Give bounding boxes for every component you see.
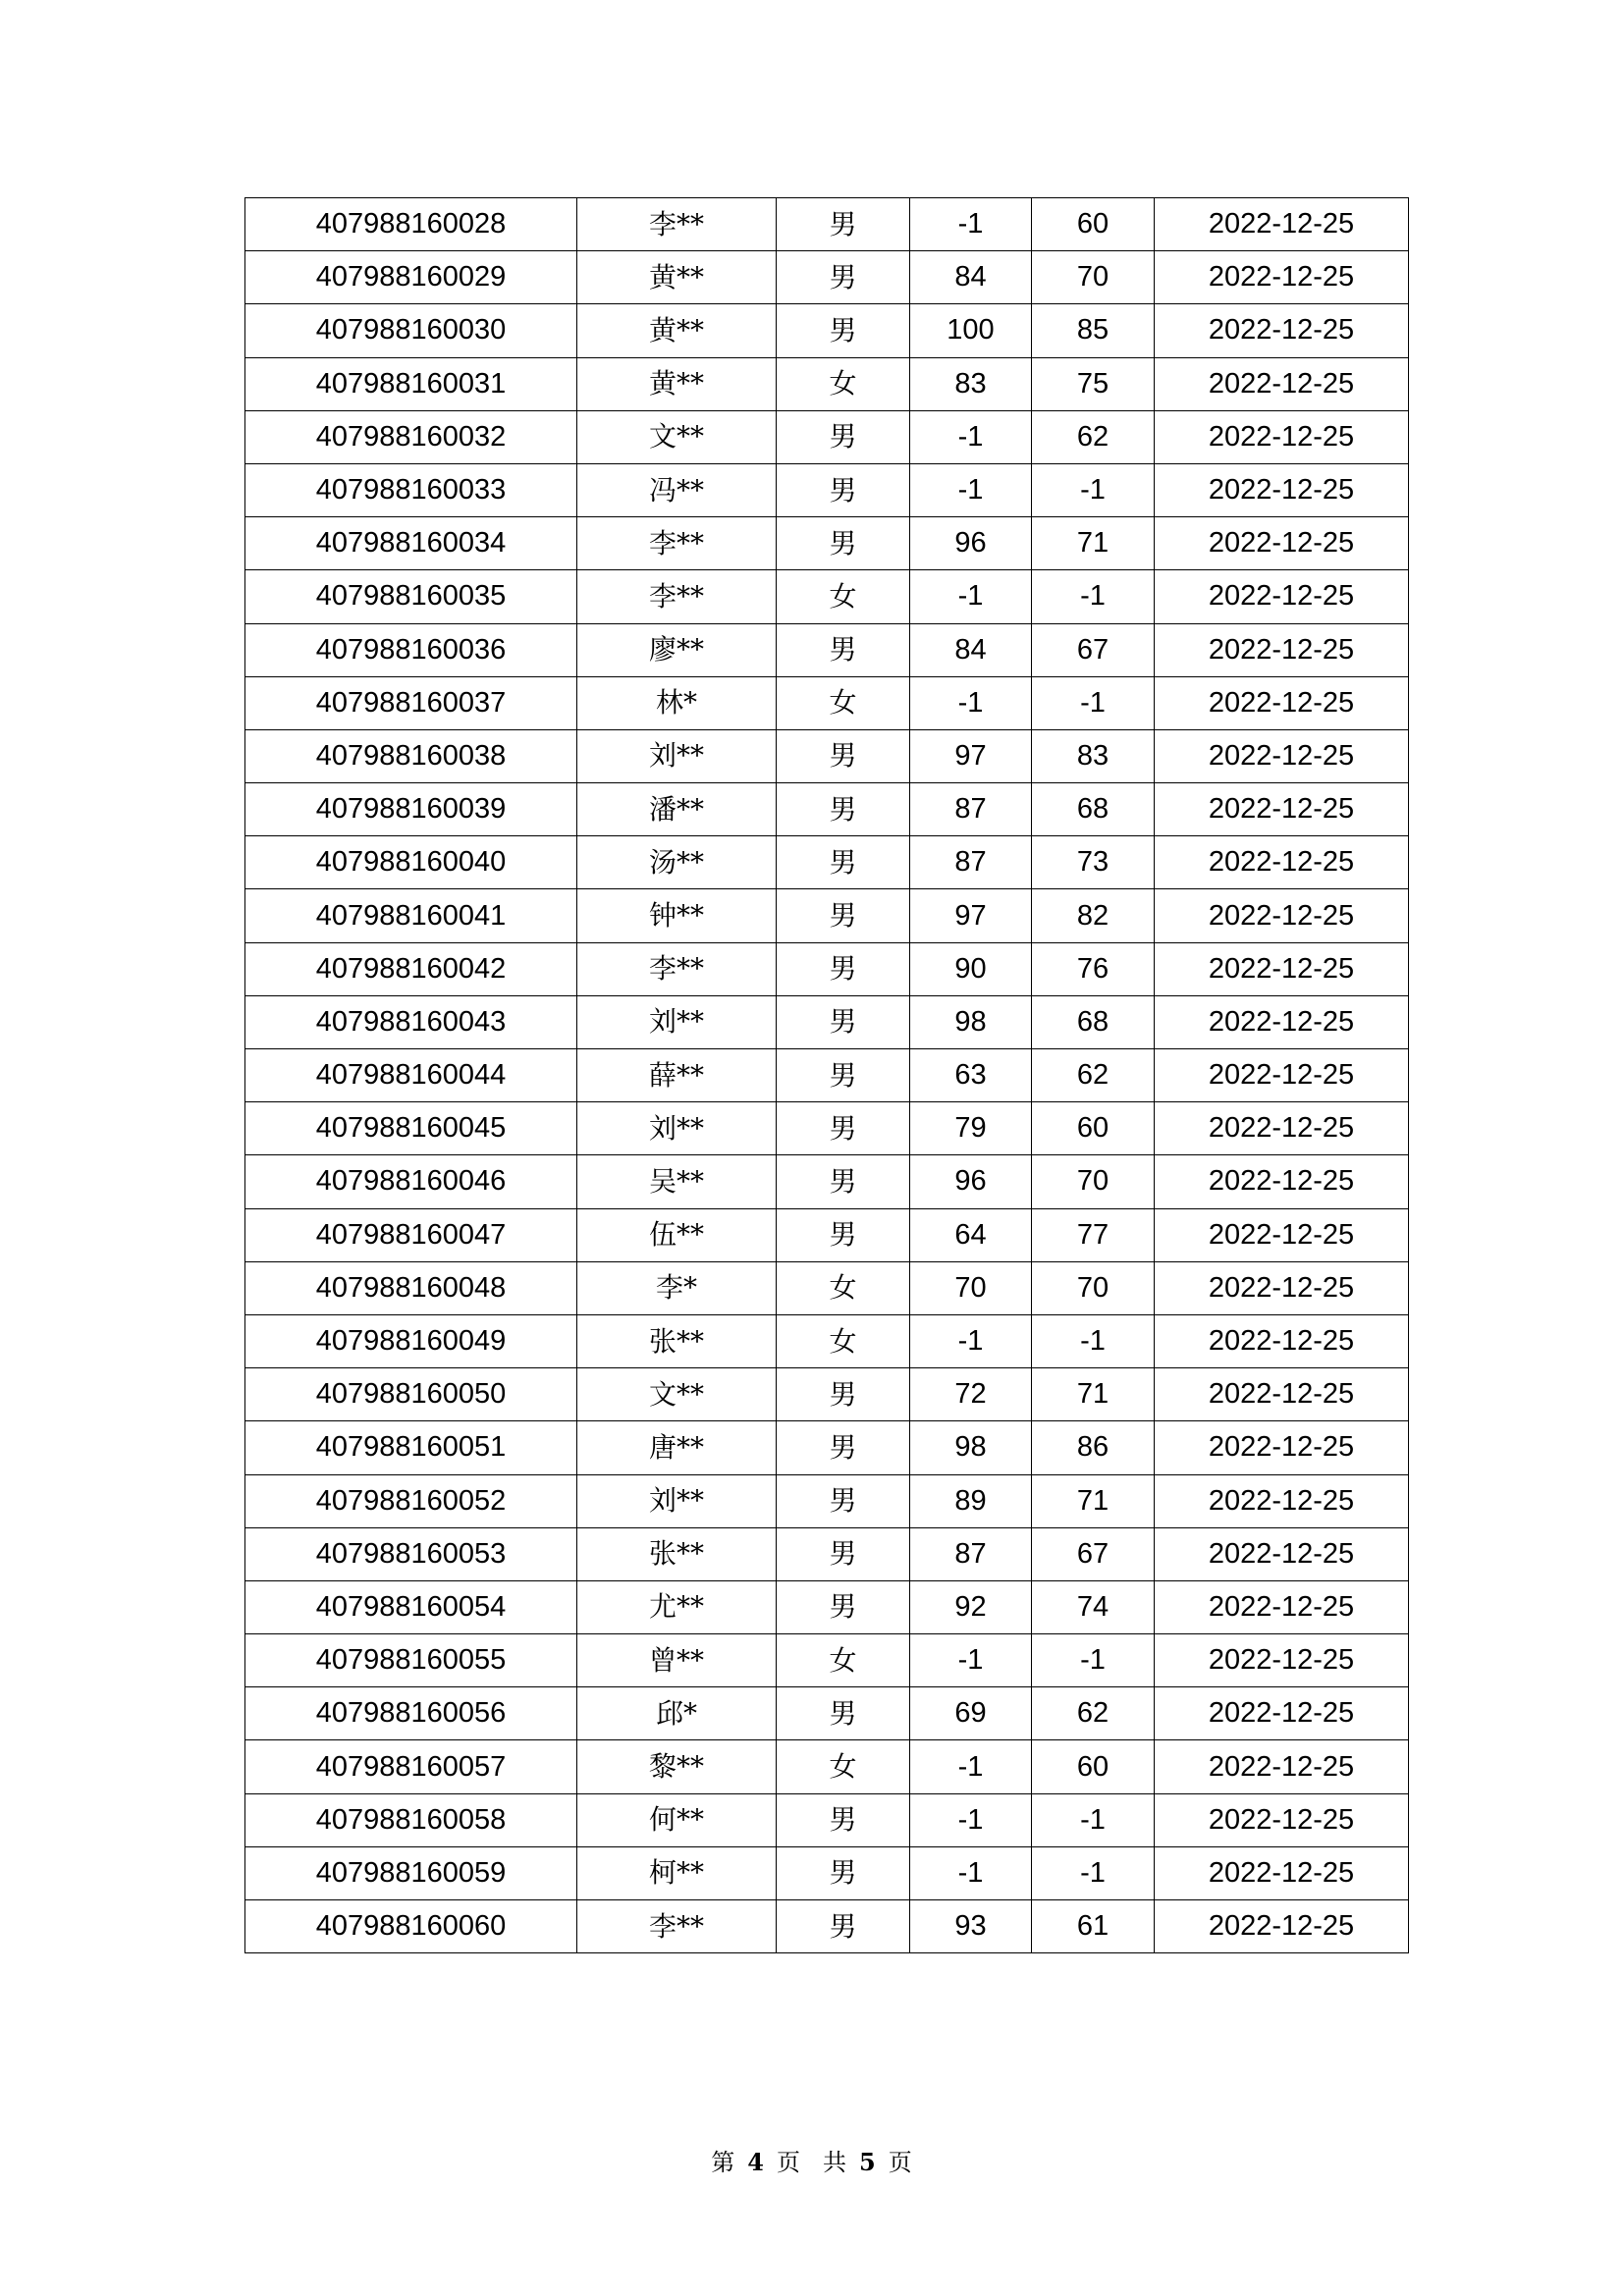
name-cell: 李** bbox=[577, 198, 777, 251]
table-row bbox=[245, 357, 1409, 410]
name-cell: 邱* bbox=[577, 1687, 777, 1740]
date-cell: 2022-12-25 bbox=[1155, 304, 1409, 357]
name-cell: 汤** bbox=[577, 836, 777, 889]
candidate-id-cell: 407988160048 bbox=[245, 1261, 577, 1314]
date-cell: 2022-12-25 bbox=[1155, 1687, 1409, 1740]
candidate-id-cell: 407988160057 bbox=[245, 1740, 577, 1793]
date-cell: 2022-12-25 bbox=[1155, 1314, 1409, 1367]
date-cell: 2022-12-25 bbox=[1155, 517, 1409, 570]
name-cell: 张** bbox=[577, 1527, 777, 1580]
table-row bbox=[245, 1421, 1409, 1474]
score-1-cell: 100 bbox=[910, 304, 1032, 357]
score-1-cell: 96 bbox=[910, 1155, 1032, 1208]
gender-cell: 男 bbox=[777, 995, 910, 1048]
score-1-cell: 84 bbox=[910, 623, 1032, 676]
gender-cell: 男 bbox=[777, 1368, 910, 1421]
name-cell: 廖** bbox=[577, 623, 777, 676]
date-cell: 2022-12-25 bbox=[1155, 942, 1409, 995]
score-1-cell: -1 bbox=[910, 1634, 1032, 1687]
score-1-cell: 92 bbox=[910, 1580, 1032, 1633]
table-row bbox=[245, 1155, 1409, 1208]
score-2-cell: 62 bbox=[1032, 410, 1155, 463]
name-cell: 吴** bbox=[577, 1155, 777, 1208]
score-1-cell: -1 bbox=[910, 198, 1032, 251]
date-cell: 2022-12-25 bbox=[1155, 1527, 1409, 1580]
table-row bbox=[245, 836, 1409, 889]
score-2-cell: -1 bbox=[1032, 1634, 1155, 1687]
date-cell: 2022-12-25 bbox=[1155, 729, 1409, 782]
name-cell: 唐** bbox=[577, 1421, 777, 1474]
date-cell: 2022-12-25 bbox=[1155, 1102, 1409, 1155]
gender-cell: 男 bbox=[777, 729, 910, 782]
score-2-cell: 86 bbox=[1032, 1421, 1155, 1474]
table-row bbox=[245, 1687, 1409, 1740]
name-cell: 潘** bbox=[577, 783, 777, 836]
name-cell: 曾** bbox=[577, 1634, 777, 1687]
date-cell: 2022-12-25 bbox=[1155, 1793, 1409, 1846]
candidate-id-cell: 407988160053 bbox=[245, 1527, 577, 1580]
name-cell: 刘** bbox=[577, 729, 777, 782]
gender-cell: 男 bbox=[777, 304, 910, 357]
page-footer-suffix: 页 bbox=[888, 2149, 913, 2176]
name-cell: 林* bbox=[577, 676, 777, 729]
date-cell: 2022-12-25 bbox=[1155, 410, 1409, 463]
score-1-cell: 83 bbox=[910, 357, 1032, 410]
date-cell: 2022-12-25 bbox=[1155, 676, 1409, 729]
table-row bbox=[245, 410, 1409, 463]
score-1-cell: -1 bbox=[910, 463, 1032, 516]
table-row bbox=[245, 1634, 1409, 1687]
page-footer-page-word: 页 bbox=[777, 2149, 801, 2176]
date-cell: 2022-12-25 bbox=[1155, 1155, 1409, 1208]
score-2-cell: 70 bbox=[1032, 1155, 1155, 1208]
score-2-cell: 71 bbox=[1032, 517, 1155, 570]
score-1-cell: 87 bbox=[910, 836, 1032, 889]
candidate-id-cell: 407988160036 bbox=[245, 623, 577, 676]
gender-cell: 女 bbox=[777, 1740, 910, 1793]
score-2-cell: 70 bbox=[1032, 1261, 1155, 1314]
table-row bbox=[245, 304, 1409, 357]
table-row bbox=[245, 1527, 1409, 1580]
score-1-cell: 87 bbox=[910, 783, 1032, 836]
name-cell: 黄** bbox=[577, 357, 777, 410]
table-row bbox=[245, 1368, 1409, 1421]
gender-cell: 男 bbox=[777, 1474, 910, 1527]
gender-cell: 女 bbox=[777, 676, 910, 729]
page-footer bbox=[0, 2143, 1624, 2177]
name-cell: 黄** bbox=[577, 251, 777, 304]
score-2-cell: 76 bbox=[1032, 942, 1155, 995]
table-row bbox=[245, 517, 1409, 570]
candidate-id-cell: 407988160032 bbox=[245, 410, 577, 463]
candidate-id-cell: 407988160031 bbox=[245, 357, 577, 410]
name-cell: 黎** bbox=[577, 1740, 777, 1793]
candidate-id-cell: 407988160054 bbox=[245, 1580, 577, 1633]
score-2-cell: 68 bbox=[1032, 783, 1155, 836]
score-2-cell: 82 bbox=[1032, 889, 1155, 942]
candidate-id-cell: 407988160045 bbox=[245, 1102, 577, 1155]
gender-cell: 女 bbox=[777, 1261, 910, 1314]
table-row bbox=[245, 676, 1409, 729]
name-cell: 冯** bbox=[577, 463, 777, 516]
score-1-cell: -1 bbox=[910, 1846, 1032, 1899]
candidate-id-cell: 407988160052 bbox=[245, 1474, 577, 1527]
gender-cell: 男 bbox=[777, 623, 910, 676]
date-cell: 2022-12-25 bbox=[1155, 1474, 1409, 1527]
gender-cell: 女 bbox=[777, 1314, 910, 1367]
candidate-id-cell: 407988160056 bbox=[245, 1687, 577, 1740]
gender-cell: 男 bbox=[777, 836, 910, 889]
score-2-cell: 73 bbox=[1032, 836, 1155, 889]
score-2-cell: -1 bbox=[1032, 570, 1155, 623]
gender-cell: 男 bbox=[777, 783, 910, 836]
score-1-cell: 98 bbox=[910, 995, 1032, 1048]
date-cell: 2022-12-25 bbox=[1155, 1580, 1409, 1633]
candidate-id-cell: 407988160055 bbox=[245, 1634, 577, 1687]
score-2-cell: -1 bbox=[1032, 1793, 1155, 1846]
table-row bbox=[245, 1314, 1409, 1367]
candidate-id-cell: 407988160051 bbox=[245, 1421, 577, 1474]
score-1-cell: -1 bbox=[910, 570, 1032, 623]
date-cell: 2022-12-25 bbox=[1155, 623, 1409, 676]
candidate-id-cell: 407988160035 bbox=[245, 570, 577, 623]
name-cell: 刘** bbox=[577, 995, 777, 1048]
page-footer-total-word: 共 bbox=[823, 2149, 847, 2176]
table-row bbox=[245, 1102, 1409, 1155]
gender-cell: 女 bbox=[777, 1634, 910, 1687]
score-1-cell: 93 bbox=[910, 1900, 1032, 1953]
table-row bbox=[245, 251, 1409, 304]
date-cell: 2022-12-25 bbox=[1155, 1634, 1409, 1687]
results-table-body bbox=[245, 198, 1409, 1953]
gender-cell: 男 bbox=[777, 198, 910, 251]
table-row bbox=[245, 1740, 1409, 1793]
candidate-id-cell: 407988160046 bbox=[245, 1155, 577, 1208]
score-2-cell: 67 bbox=[1032, 1527, 1155, 1580]
score-2-cell: 77 bbox=[1032, 1208, 1155, 1261]
name-cell: 文** bbox=[577, 1368, 777, 1421]
candidate-id-cell: 407988160038 bbox=[245, 729, 577, 782]
score-2-cell: 71 bbox=[1032, 1368, 1155, 1421]
candidate-id-cell: 407988160058 bbox=[245, 1793, 577, 1846]
date-cell: 2022-12-25 bbox=[1155, 836, 1409, 889]
score-2-cell: 62 bbox=[1032, 1687, 1155, 1740]
score-1-cell: 98 bbox=[910, 1421, 1032, 1474]
gender-cell: 男 bbox=[777, 1102, 910, 1155]
name-cell: 何** bbox=[577, 1793, 777, 1846]
score-1-cell: -1 bbox=[910, 1793, 1032, 1846]
candidate-id-cell: 407988160043 bbox=[245, 995, 577, 1048]
name-cell: 钟** bbox=[577, 889, 777, 942]
date-cell: 2022-12-25 bbox=[1155, 357, 1409, 410]
current-page-number: 4 bbox=[747, 2148, 765, 2176]
table-row bbox=[245, 463, 1409, 516]
gender-cell: 男 bbox=[777, 463, 910, 516]
date-cell: 2022-12-25 bbox=[1155, 1421, 1409, 1474]
gender-cell: 男 bbox=[777, 1900, 910, 1953]
gender-cell: 男 bbox=[777, 1208, 910, 1261]
date-cell: 2022-12-25 bbox=[1155, 1740, 1409, 1793]
results-table bbox=[244, 197, 1409, 1953]
date-cell: 2022-12-25 bbox=[1155, 1846, 1409, 1899]
name-cell: 伍** bbox=[577, 1208, 777, 1261]
score-2-cell: 60 bbox=[1032, 1740, 1155, 1793]
gender-cell: 男 bbox=[777, 251, 910, 304]
table-row bbox=[245, 1474, 1409, 1527]
score-1-cell: 70 bbox=[910, 1261, 1032, 1314]
score-1-cell: 97 bbox=[910, 889, 1032, 942]
score-2-cell: 70 bbox=[1032, 251, 1155, 304]
date-cell: 2022-12-25 bbox=[1155, 1261, 1409, 1314]
score-1-cell: -1 bbox=[910, 410, 1032, 463]
table-row bbox=[245, 1580, 1409, 1633]
score-2-cell: -1 bbox=[1032, 1314, 1155, 1367]
candidate-id-cell: 407988160037 bbox=[245, 676, 577, 729]
candidate-id-cell: 407988160047 bbox=[245, 1208, 577, 1261]
name-cell: 李** bbox=[577, 517, 777, 570]
name-cell: 李** bbox=[577, 942, 777, 995]
name-cell: 文** bbox=[577, 410, 777, 463]
total-pages-number: 5 bbox=[859, 2148, 877, 2176]
gender-cell: 男 bbox=[777, 1846, 910, 1899]
score-2-cell: 61 bbox=[1032, 1900, 1155, 1953]
date-cell: 2022-12-25 bbox=[1155, 995, 1409, 1048]
table-row bbox=[245, 1261, 1409, 1314]
score-1-cell: 63 bbox=[910, 1049, 1032, 1102]
name-cell: 黄** bbox=[577, 304, 777, 357]
gender-cell: 男 bbox=[777, 1580, 910, 1633]
candidate-id-cell: 407988160034 bbox=[245, 517, 577, 570]
score-1-cell: 96 bbox=[910, 517, 1032, 570]
date-cell: 2022-12-25 bbox=[1155, 1900, 1409, 1953]
score-2-cell: 85 bbox=[1032, 304, 1155, 357]
date-cell: 2022-12-25 bbox=[1155, 1368, 1409, 1421]
score-1-cell: 84 bbox=[910, 251, 1032, 304]
gender-cell: 女 bbox=[777, 570, 910, 623]
date-cell: 2022-12-25 bbox=[1155, 570, 1409, 623]
candidate-id-cell: 407988160028 bbox=[245, 198, 577, 251]
gender-cell: 男 bbox=[777, 1421, 910, 1474]
name-cell: 张** bbox=[577, 1314, 777, 1367]
candidate-id-cell: 407988160033 bbox=[245, 463, 577, 516]
score-2-cell: 67 bbox=[1032, 623, 1155, 676]
table-row bbox=[245, 198, 1409, 251]
candidate-id-cell: 407988160041 bbox=[245, 889, 577, 942]
score-1-cell: -1 bbox=[910, 1740, 1032, 1793]
score-1-cell: 97 bbox=[910, 729, 1032, 782]
table-row bbox=[245, 1846, 1409, 1899]
score-2-cell: -1 bbox=[1032, 463, 1155, 516]
name-cell: 刘** bbox=[577, 1474, 777, 1527]
gender-cell: 男 bbox=[777, 1527, 910, 1580]
name-cell: 薛** bbox=[577, 1049, 777, 1102]
score-2-cell: 71 bbox=[1032, 1474, 1155, 1527]
candidate-id-cell: 407988160044 bbox=[245, 1049, 577, 1102]
table-row bbox=[245, 623, 1409, 676]
gender-cell: 女 bbox=[777, 357, 910, 410]
gender-cell: 男 bbox=[777, 1793, 910, 1846]
table-row bbox=[245, 995, 1409, 1048]
name-cell: 刘** bbox=[577, 1102, 777, 1155]
table-row bbox=[245, 942, 1409, 995]
candidate-id-cell: 407988160042 bbox=[245, 942, 577, 995]
date-cell: 2022-12-25 bbox=[1155, 889, 1409, 942]
gender-cell: 男 bbox=[777, 517, 910, 570]
score-1-cell: -1 bbox=[910, 676, 1032, 729]
candidate-id-cell: 407988160059 bbox=[245, 1846, 577, 1899]
date-cell: 2022-12-25 bbox=[1155, 198, 1409, 251]
gender-cell: 男 bbox=[777, 942, 910, 995]
score-1-cell: 79 bbox=[910, 1102, 1032, 1155]
score-2-cell: 62 bbox=[1032, 1049, 1155, 1102]
gender-cell: 男 bbox=[777, 410, 910, 463]
candidate-id-cell: 407988160049 bbox=[245, 1314, 577, 1367]
table-row bbox=[245, 1208, 1409, 1261]
candidate-id-cell: 407988160039 bbox=[245, 783, 577, 836]
candidate-id-cell: 407988160060 bbox=[245, 1900, 577, 1953]
gender-cell: 男 bbox=[777, 1687, 910, 1740]
score-1-cell: 64 bbox=[910, 1208, 1032, 1261]
table-row bbox=[245, 783, 1409, 836]
score-1-cell: 90 bbox=[910, 942, 1032, 995]
table-row bbox=[245, 889, 1409, 942]
table-row bbox=[245, 1900, 1409, 1953]
name-cell: 李* bbox=[577, 1261, 777, 1314]
score-2-cell: 74 bbox=[1032, 1580, 1155, 1633]
date-cell: 2022-12-25 bbox=[1155, 1049, 1409, 1102]
score-2-cell: -1 bbox=[1032, 676, 1155, 729]
score-2-cell: 60 bbox=[1032, 198, 1155, 251]
name-cell: 李** bbox=[577, 1900, 777, 1953]
score-2-cell: 68 bbox=[1032, 995, 1155, 1048]
candidate-id-cell: 407988160029 bbox=[245, 251, 577, 304]
table-row bbox=[245, 1049, 1409, 1102]
score-1-cell: -1 bbox=[910, 1314, 1032, 1367]
date-cell: 2022-12-25 bbox=[1155, 1208, 1409, 1261]
name-cell: 尤** bbox=[577, 1580, 777, 1633]
score-1-cell: 72 bbox=[910, 1368, 1032, 1421]
candidate-id-cell: 407988160030 bbox=[245, 304, 577, 357]
candidate-id-cell: 407988160040 bbox=[245, 836, 577, 889]
candidate-id-cell: 407988160050 bbox=[245, 1368, 577, 1421]
table-row bbox=[245, 570, 1409, 623]
score-2-cell: -1 bbox=[1032, 1846, 1155, 1899]
score-2-cell: 75 bbox=[1032, 357, 1155, 410]
score-2-cell: 83 bbox=[1032, 729, 1155, 782]
table-row bbox=[245, 729, 1409, 782]
gender-cell: 男 bbox=[777, 1049, 910, 1102]
score-2-cell: 60 bbox=[1032, 1102, 1155, 1155]
date-cell: 2022-12-25 bbox=[1155, 251, 1409, 304]
score-1-cell: 87 bbox=[910, 1527, 1032, 1580]
gender-cell: 男 bbox=[777, 889, 910, 942]
name-cell: 李** bbox=[577, 570, 777, 623]
date-cell: 2022-12-25 bbox=[1155, 783, 1409, 836]
score-1-cell: 89 bbox=[910, 1474, 1032, 1527]
name-cell: 柯** bbox=[577, 1846, 777, 1899]
gender-cell: 男 bbox=[777, 1155, 910, 1208]
table-row bbox=[245, 1793, 1409, 1846]
page-footer-prefix: 第 bbox=[711, 2149, 736, 2176]
score-1-cell: 69 bbox=[910, 1687, 1032, 1740]
date-cell: 2022-12-25 bbox=[1155, 463, 1409, 516]
